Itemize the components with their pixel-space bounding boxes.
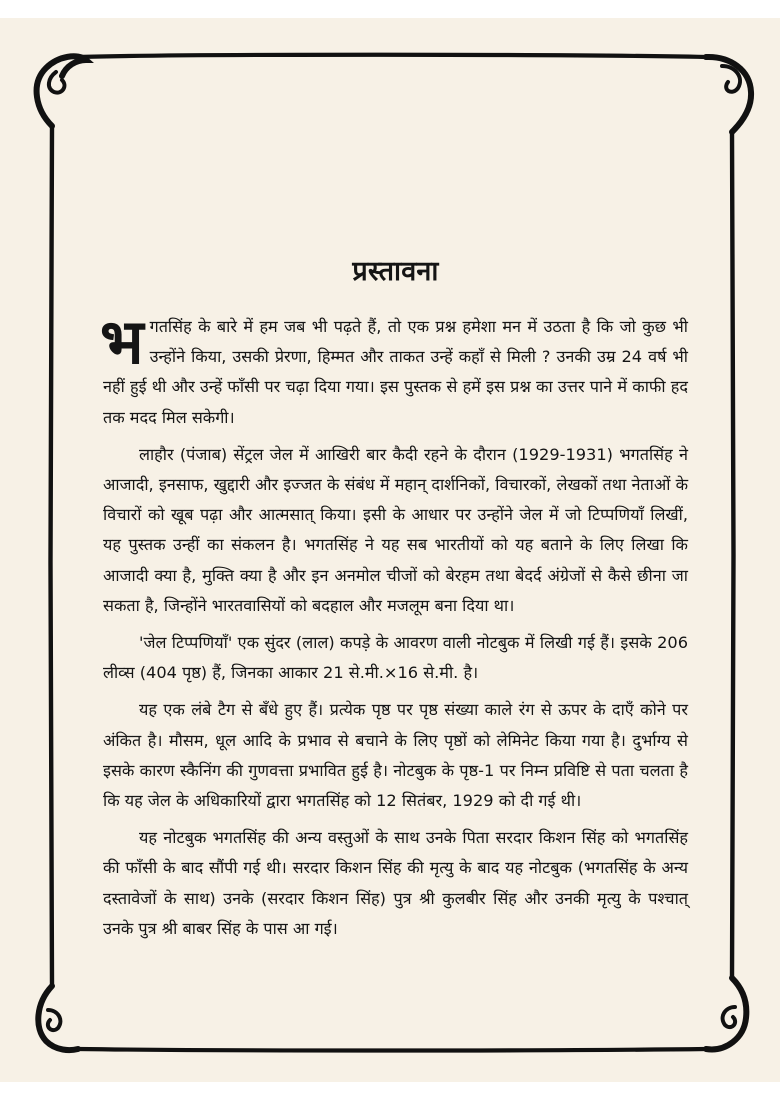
drop-cap: भ [100, 305, 144, 378]
border-left-rule [51, 126, 53, 986]
corner-ornament-bottom-right [706, 978, 746, 1049]
border-top-rule [78, 55, 706, 57]
border-bottom-rule [78, 1049, 706, 1051]
paragraph-5: यह नोटबुक भगतसिंह की अन्य वस्तुओं के साथ उनके पिता सरदार किशन सिंह को भगतसिंह की फाँसी के बाद सौंपी गई थी। सरदार किशन सिंह की मृत्यु के बाद यह नोटबुक (भगतसिंह के अन्य दस्तावेजों के साथ) उनके (सरदार किशन सिंह) पुत्र श्री कुलबीर सिंह और उनकी मृत्यु के पश्चात् उनके पुत्र श्री बाबर सिंह के पास आ गई। [103, 828, 688, 938]
paragraph-1 [100, 305, 688, 433]
paragraph-3: 'जेल टिप्पणियाँ' एक सुंदर (लाल) कपड़े के आवरण वाली नोटबुक में लिखी गई हैं। इसके 206 लीव्स (404 पृष्ठ) हैं, जिनका आकार 21 से.मी.×16 से.मी. है। [103, 633, 688, 683]
border-right-rule [732, 132, 734, 978]
paragraph-4: यह एक लंबे टैग से बँधे हुए हैं। प्रत्येक पृष्ठ पर पृष्ठ संख्या काले रंग से ऊपर के दाएँ कोने पर अंकित है। मौसम, धूल आदि के प्रभाव से बचाने के लिए पृष्ठों को लेमिनेट किया गया है। दुर्भाग्य से इसके कारण स्कैनिंग की गुणवत्ता प्रभावित हुई है। नोटबुक के पृष्ठ-1 पर निम्न प्रविष्टि से पता चलता है कि यह जेल के अधिकारियों द्वारा भगतसिंह को 12 सितंबर, 1929 को दी गई थी। [103, 700, 688, 811]
paragraph-1-text: गतसिंह के बारे में हम जब भी पढ़ते हैं, तो एक प्रश्न हमेशा मन में उठता है कि जो कुछ भी उन्होंने किया, उसकी प्रेरणा, हिम्मत और ताकत उन्हें कहाँ से मिली ? उनकी उम्र 24 वर्ष भी नहीं हुई थी और उन्हें फाँसी पर चढ़ा दिया गया। इस पुस्तक से हमें इस प्रश्न का उत्तर पाने में काफी हद तक मदद मिल सकेगी। [103, 317, 688, 427]
paragraph-2: लाहौर (पंजाब) सेंट्रल जेल में आखिरी बार कैदी रहने के दौरान (1929-1931) भगतसिंह ने आजादी, इनसाफ, खुद्दारी और इज्जत के संबंध में महान् दार्शनिकों, विचारकों, लेखकों तथा नेताओं के विचारों को खूब पढ़ा और आत्मसात् किया। इसी के आधार पर उन्होंने जेल में जो टिप्पणियाँ लिखीं, यह पुस्तक उन्हीं का संकलन है। भगतसिंह ने यह सब भारतीयों को यह बताने के लिए लिखा कि आजादी क्या है, मुक्ति क्या है और इन अनमोल चीजों को बेरहम तथा बेदर्द अंग्रेजों से कैसे छीना जा सकता है, जिन्होंने भारतवासियों को बदहाल और मजलूम बना दिया था। [103, 444, 688, 615]
page-title: प्रस्तावना [352, 256, 439, 287]
preface-content [100, 252, 688, 944]
